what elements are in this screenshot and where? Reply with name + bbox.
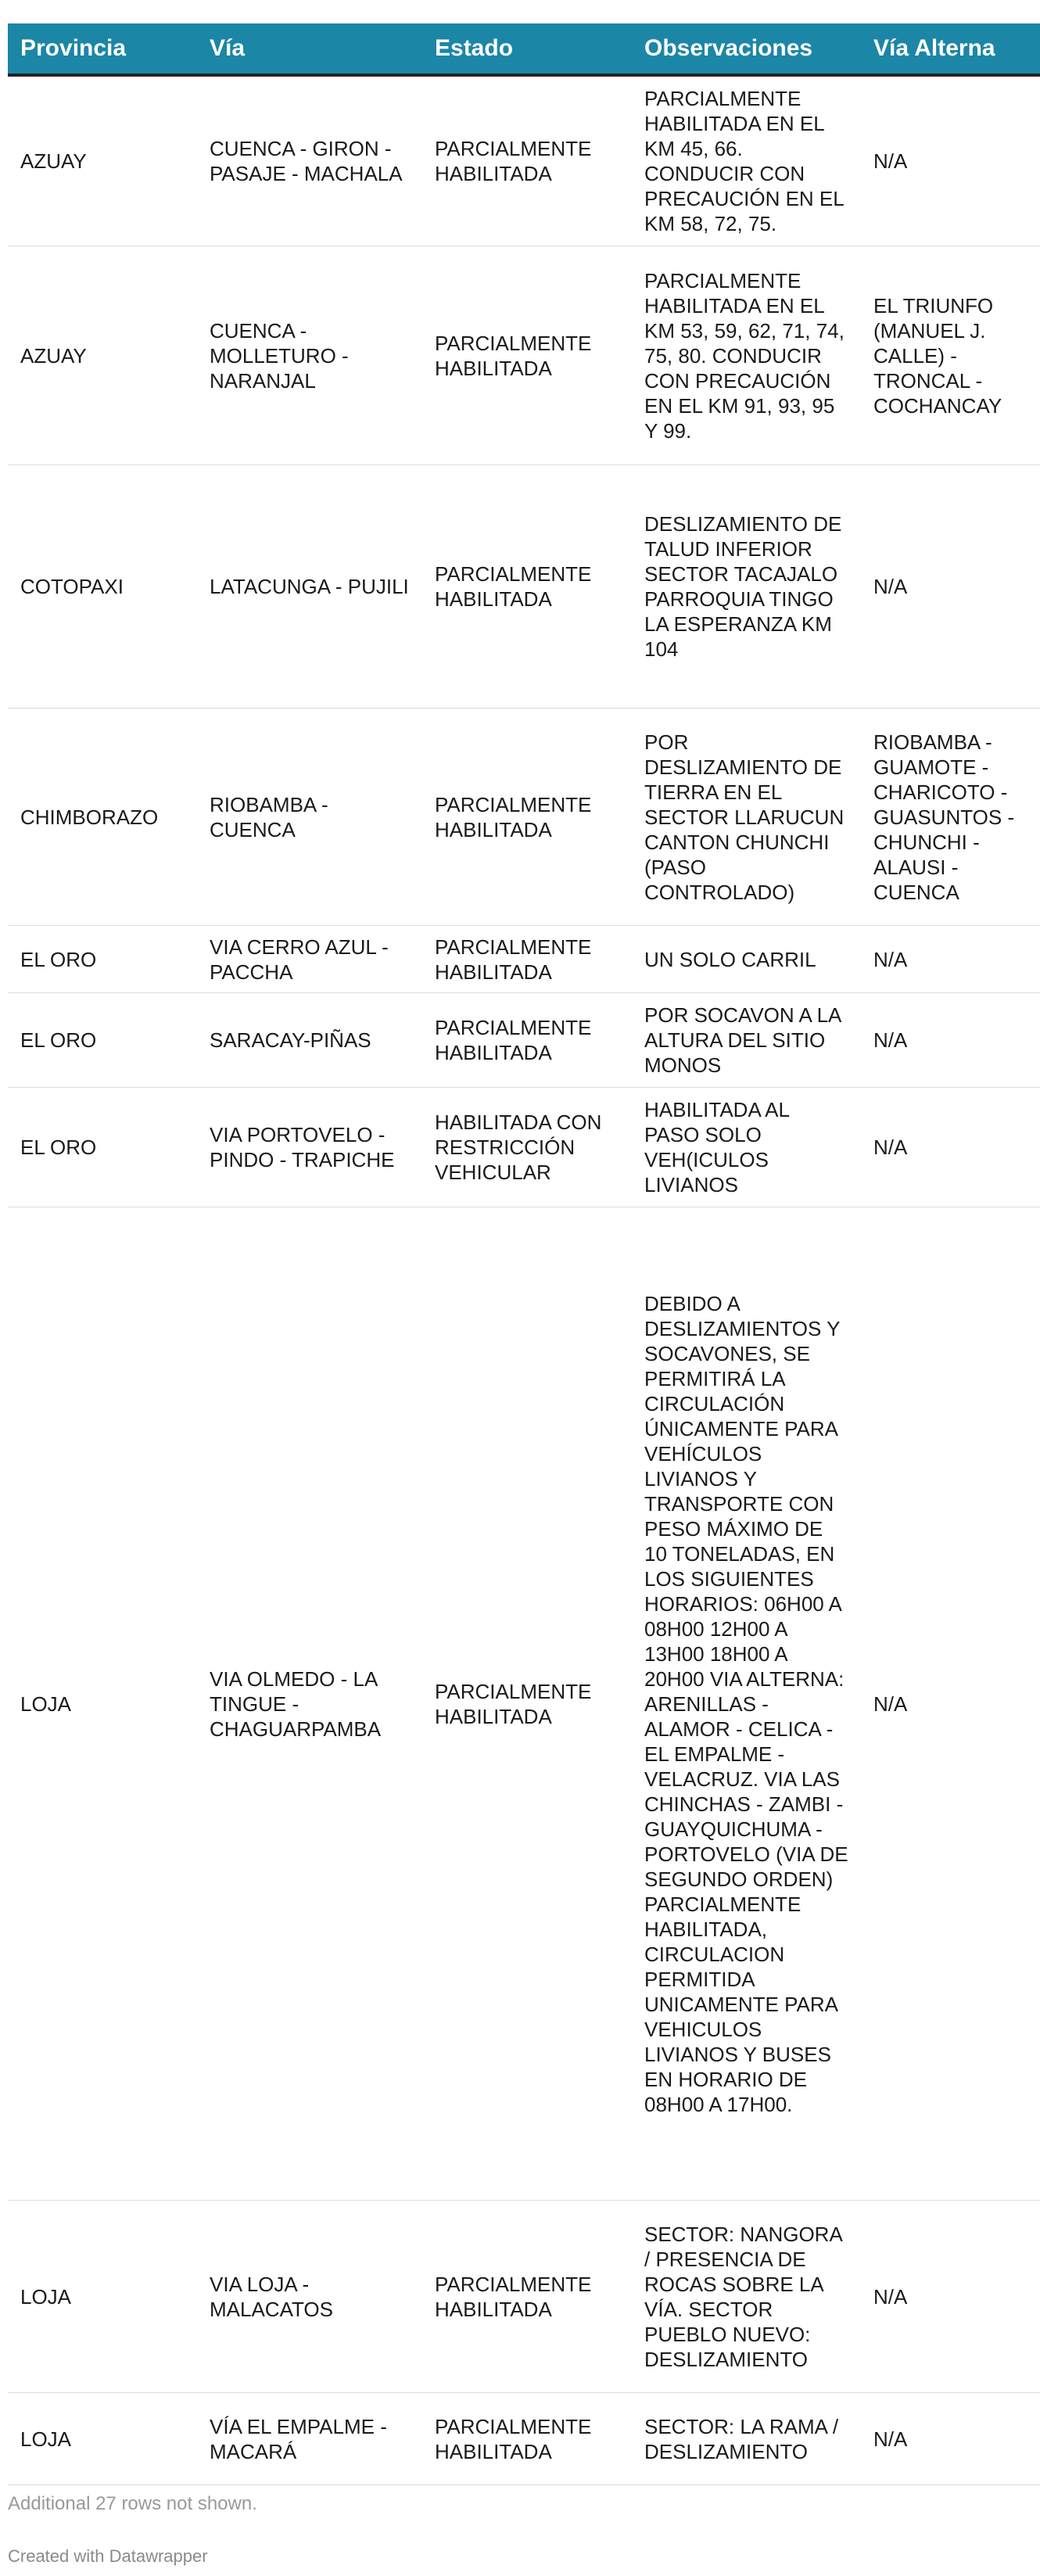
cell-via-alterna: N/A <box>861 75 1040 246</box>
table-row <box>8 75 1040 246</box>
cell-via: VIA LOJA - MALACATOS <box>197 2201 422 2393</box>
cell-provincia: EL ORO <box>8 926 197 993</box>
cell-via-alterna: N/A <box>861 1207 1040 2201</box>
cell-estado: PARCIALMENTE HABILITADA <box>422 465 632 709</box>
table-row <box>8 2201 1040 2393</box>
cell-observaciones: PARCIALMENTE HABILITADA EN EL KM 45, 66. CONDUCIR CON PRECAUCIÓN EN EL KM 58, 72, 75. <box>632 75 861 246</box>
cell-via-alterna: N/A <box>861 2393 1040 2485</box>
cell-via: VÍA EL EMPALME - MACARÁ <box>197 2393 422 2485</box>
cell-observaciones: UN SOLO CARRIL <box>632 926 861 993</box>
table-header <box>8 23 1040 75</box>
cell-estado: HABILITADA CON RESTRICCIÓN VEHICULAR <box>422 1088 632 1207</box>
cell-estado: PARCIALMENTE HABILITADA <box>422 926 632 993</box>
table-row <box>8 465 1040 709</box>
roads-status-table <box>8 23 1040 2485</box>
cell-observaciones: SECTOR: NANGORA / PRESENCIA DE ROCAS SOBRE LA VÍA. SECTOR PUEBLO NUEVO: DESLIZAMIENTO <box>632 2201 861 2393</box>
column-header-observaciones[interactable]: Observaciones <box>632 23 861 75</box>
cell-estado: PARCIALMENTE HABILITADA <box>422 2201 632 2393</box>
cell-via-alterna: RIOBAMBA - GUAMOTE - CHARICOTO - GUASUNTOS - CHUNCHI - ALAUSI - CUENCA <box>861 709 1040 926</box>
table-row <box>8 1207 1040 2201</box>
cell-via-alterna: N/A <box>861 2201 1040 2393</box>
roads-table-container <box>8 23 1015 2485</box>
cell-estado: PARCIALMENTE HABILITADA <box>422 246 632 465</box>
table-notes: Additional 27 rows not shown. <box>8 2493 257 2514</box>
cell-provincia: EL ORO <box>8 1088 197 1207</box>
cell-via-alterna: EL TRIUNFO (MANUEL J. CALLE) - TRONCAL - COCHANCAY <box>861 246 1040 465</box>
table-row <box>8 709 1040 926</box>
cell-via-alterna: N/A <box>861 465 1040 709</box>
cell-via: RIOBAMBA - CUENCA <box>197 709 422 926</box>
column-header-via-alterna[interactable]: Vía Alterna <box>861 23 1040 75</box>
cell-provincia: CHIMBORAZO <box>8 709 197 926</box>
cell-observaciones: PARCIALMENTE HABILITADA EN EL KM 53, 59, 62, 71, 74, 75, 80. CONDUCIR CON PRECAUCIÓN EN EL KM 91, 93, 95 Y 99. <box>632 246 861 465</box>
table-row <box>8 246 1040 465</box>
cell-provincia: COTOPAXI <box>8 465 197 709</box>
cell-estado: PARCIALMENTE HABILITADA <box>422 993 632 1088</box>
table-body <box>8 75 1040 2485</box>
cell-via: VIA OLMEDO - LA TINGUE - CHAGUARPAMBA <box>197 1207 422 2201</box>
cell-estado: PARCIALMENTE HABILITADA <box>422 75 632 246</box>
cell-via-alterna: N/A <box>861 993 1040 1088</box>
cell-via-alterna: N/A <box>861 1088 1040 1207</box>
cell-provincia: LOJA <box>8 2201 197 2393</box>
column-header-via[interactable]: Vía <box>197 23 422 75</box>
column-header-provincia[interactable]: Provincia <box>8 23 197 75</box>
cell-via-alterna: N/A <box>861 926 1040 993</box>
cell-provincia: EL ORO <box>8 993 197 1088</box>
cell-observaciones: DESLIZAMIENTO DE TALUD INFERIOR SECTOR TACAJALO PARROQUIA TINGO LA ESPERANZA KM 104 <box>632 465 861 709</box>
cell-observaciones: POR SOCAVON A LA ALTURA DEL SITIO MONOS <box>632 993 861 1088</box>
cell-via: CUENCA - MOLLETURO - NARANJAL <box>197 246 422 465</box>
cell-observaciones: DEBIDO A DESLIZAMIENTOS Y SOCAVONES, SE PERMITIRÁ LA CIRCULACIÓN ÚNICAMENTE PARA VEHÍCULOS LIVIANOS Y TRANSPORTE CON PESO MÁXIMO DE 10 TONELADAS, EN LOS SIGUIENTES HORARIOS: 06H00 A 08H00 12H00 A 13H00 18H00 A 20H00 VIA ALTERNA: ARENILLAS - ALAMOR - CELICA - EL EMPALME - VELACRUZ. VIA LAS CHINCHAS - ZAMBI - GUAYQUICHUMA - PORTOVELO (VIA DE SEGUNDO ORDEN) PARCIALMENTE HABILITADA, CIRCULACION PERMITIDA UNICAMENTE PARA VEHICULOS LIVIANOS Y BUSES EN HORARIO DE 08H00 A 17H00. <box>632 1207 861 2201</box>
cell-observaciones: POR DESLIZAMIENTO DE TIERRA EN EL SECTOR LLARUCUN CANTON CHUNCHI (PASO CONTROLADO) <box>632 709 861 926</box>
cell-via: LATACUNGA - PUJILI <box>197 465 422 709</box>
table-row <box>8 926 1040 993</box>
cell-estado: PARCIALMENTE HABILITADA <box>422 2393 632 2485</box>
cell-estado: PARCIALMENTE HABILITADA <box>422 709 632 926</box>
cell-via: VIA CERRO AZUL - PACCHA <box>197 926 422 993</box>
column-header-estado[interactable]: Estado <box>422 23 632 75</box>
cell-via: CUENCA - GIRON -PASAJE - MACHALA <box>197 75 422 246</box>
cell-provincia: AZUAY <box>8 75 197 246</box>
cell-observaciones: SECTOR: LA RAMA / DESLIZAMIENTO <box>632 2393 861 2485</box>
header-row <box>8 23 1040 75</box>
cell-provincia: LOJA <box>8 1207 197 2201</box>
cell-provincia: LOJA <box>8 2393 197 2485</box>
table-row <box>8 2393 1040 2485</box>
cell-estado: PARCIALMENTE HABILITADA <box>422 1207 632 2201</box>
cell-via: VIA PORTOVELO - PINDO - TRAPICHE <box>197 1088 422 1207</box>
cell-observaciones: HABILITADA AL PASO SOLO VEH(ICULOS LIVIANOS <box>632 1088 861 1207</box>
table-row <box>8 1088 1040 1207</box>
cell-via: SARACAY-PIÑAS <box>197 993 422 1088</box>
table-row <box>8 993 1040 1088</box>
datawrapper-credit[interactable]: Created with Datawrapper <box>8 2546 208 2566</box>
cell-provincia: AZUAY <box>8 246 197 465</box>
